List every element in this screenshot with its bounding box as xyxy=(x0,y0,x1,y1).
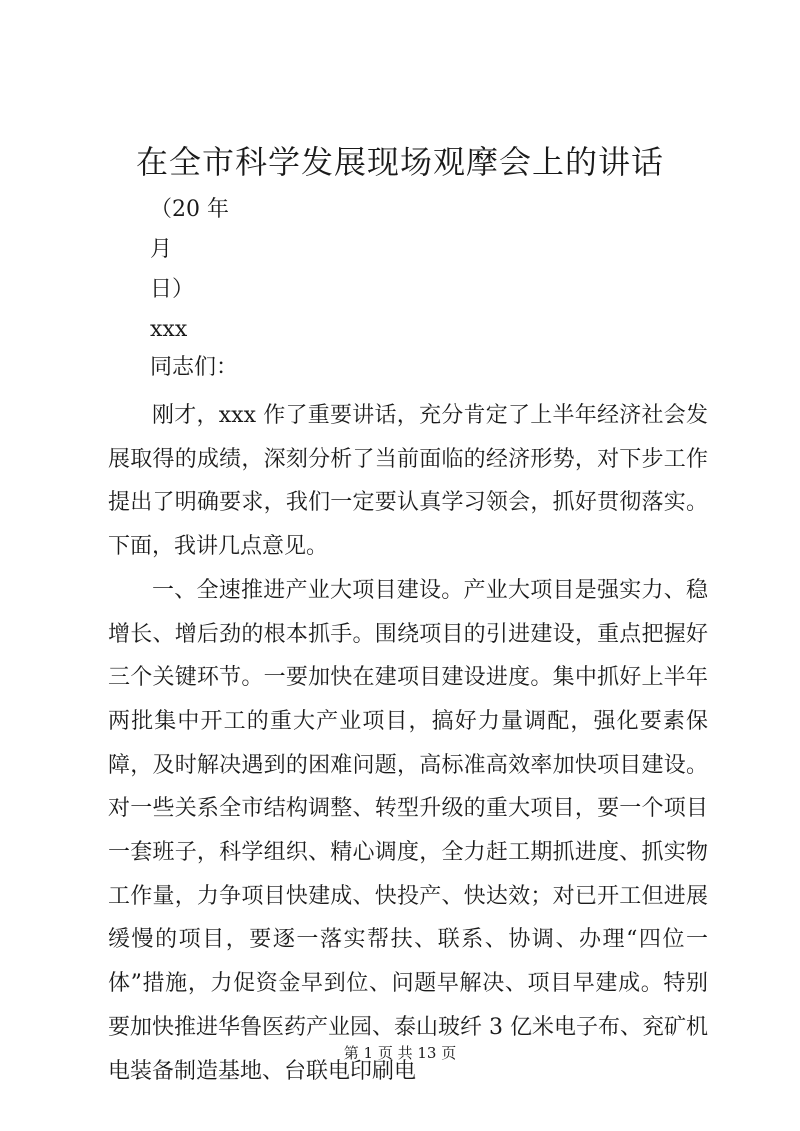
salutation: 同志们： xyxy=(150,355,239,380)
paragraph-section-one: 一、全速推进产业大项目建设。产业大项目是强实力、稳增长、增后劲的根本抓手。围绕项目的引进建设，重点把握好三个关键环节。一要加快在建项目建设进度。集中抓好上半年两批集中开工的重大产业项目，搞好力量调配，强化要素保障，及时解决遇到的困难问题，高标准高效率加快项目建设。对一些关系全市结构调整、转型升级的重大项目，要一个项目一套班子，科学组织、精心调度，全力赶工期抓进度、抓实物工作量，力争项目快建成、快投产、快达效；对已开工但进展缓慢的项目，要逐一落实帮扶、联系、协调、办理“四位一体”措施，力促资金早到位、问题早解决、项目早建成。特别要加快推进华鲁医药产业园、泰山玻纤 3 亿米电子布、兖矿机电装备制造基地、台联电印刷电 xyxy=(108,577,708,1084)
page-number-footer: 第 1 页 共 13 页 xyxy=(343,1044,457,1062)
speech-body xyxy=(108,394,708,1093)
date-line-year: （20 年 xyxy=(150,197,229,222)
document-title: 在全市科学发展现场观摩会上的讲话 xyxy=(135,143,664,181)
paragraph-opening: 刚才，xxx 作了重要讲话，充分肯定了上半年经济社会发展取得的成绩，深刻分析了当前面临的经济形势，对下步工作提出了明确要求，我们一定要认真学习领会，抓好贯彻落实。下面，我讲几点意见。 xyxy=(108,403,708,560)
date-line-day: 日） xyxy=(150,277,195,302)
date-line-month: 月 xyxy=(150,237,173,262)
speaker-name: xxx xyxy=(150,317,188,342)
